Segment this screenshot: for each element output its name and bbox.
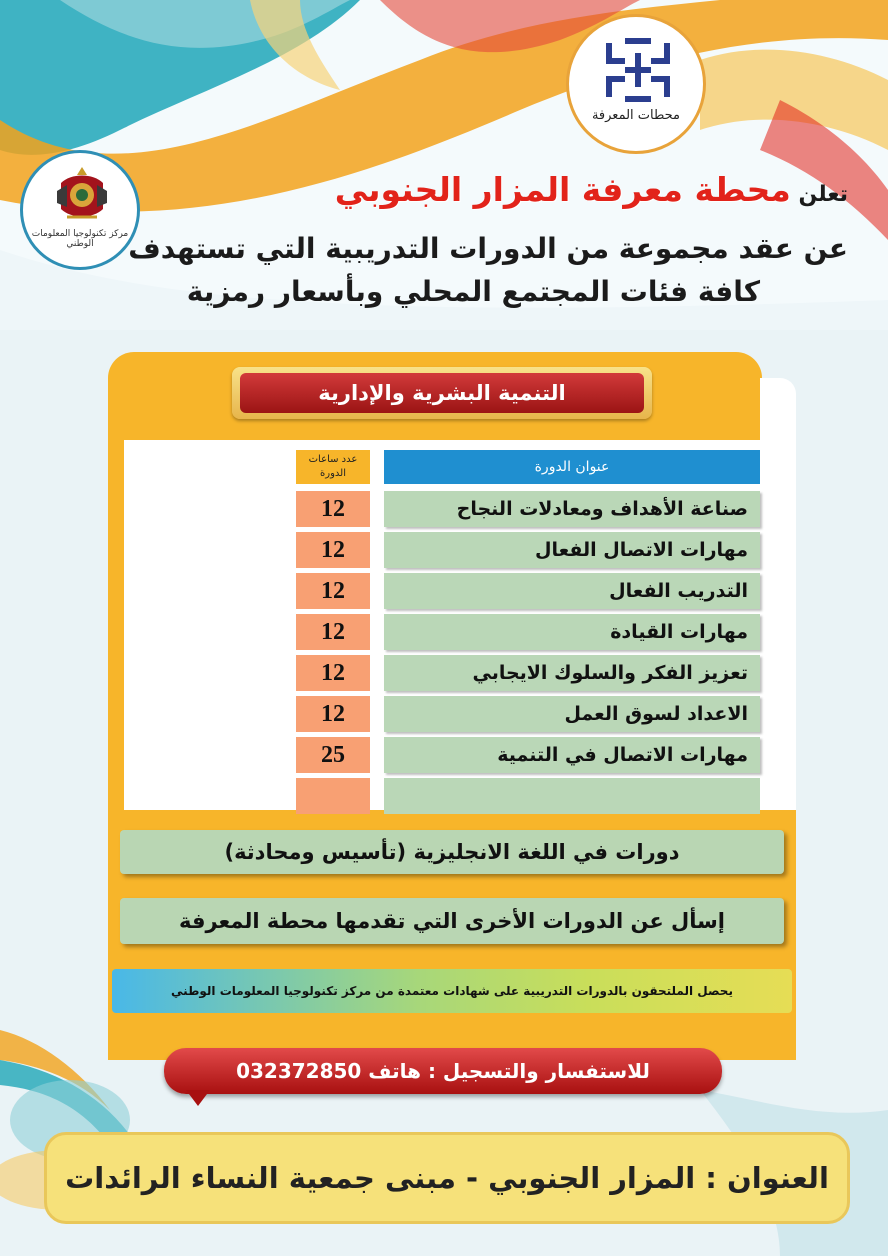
crest-text: مركز تكنولوجيا المعلومات الوطني xyxy=(31,229,129,249)
course-hours: 12 xyxy=(296,491,370,527)
contact-phone-bubble: للاستفسار والتسجيل : هاتف 032372850 xyxy=(164,1048,722,1094)
column-header-hours: عدد ساعات الدورة xyxy=(296,450,370,484)
table-row xyxy=(0,532,888,568)
certificate-note: يحصل الملتحقون بالدورات التدريبية على شهادات معتمدة من مركز تكنولوجيا المعلومات الوطني xyxy=(112,969,792,1013)
table-row xyxy=(0,614,888,650)
table-row xyxy=(0,655,888,691)
announcement-heading xyxy=(335,170,848,209)
bubble-tail xyxy=(186,1090,210,1106)
announce-word: تعلن xyxy=(798,182,848,207)
course-hours: 12 xyxy=(296,614,370,650)
course-title xyxy=(384,778,760,814)
course-hours: 12 xyxy=(296,655,370,691)
table-row xyxy=(0,778,888,814)
course-title: مهارات القيادة xyxy=(384,614,760,650)
course-hours: 12 xyxy=(296,573,370,609)
course-hours: 12 xyxy=(296,532,370,568)
course-hours: 25 xyxy=(296,737,370,773)
address-box: العنوان : المزار الجنوبي - مبنى جمعية النساء الرائدات xyxy=(44,1132,850,1224)
knowledge-stations-logo xyxy=(566,14,706,154)
column-header-course-title: عنوان الدورة xyxy=(384,450,760,484)
announcement-line-3: كافة فئات المجتمع المحلي وبأسعار رمزية xyxy=(186,275,760,308)
national-it-center-crest xyxy=(20,150,140,270)
course-title: مهارات الاتصال في التنمية xyxy=(384,737,760,773)
english-courses-bar: دورات في اللغة الانجليزية (تأسيس ومحادثة) xyxy=(120,830,784,874)
category-title: التنمية البشرية والإدارية xyxy=(240,373,644,413)
announcement-line-2: عن عقد مجموعة من الدورات التدريبية التي تستهدف xyxy=(128,232,848,265)
course-hours xyxy=(296,778,370,814)
logo-caption: محطات المعرفة xyxy=(591,108,681,123)
table-row xyxy=(0,573,888,609)
coat-of-arms-icon xyxy=(51,163,113,225)
course-title: التدريب الفعال xyxy=(384,573,760,609)
course-hours: 12 xyxy=(296,696,370,732)
course-title: صناعة الأهداف ومعادلات النجاح xyxy=(384,491,760,527)
table-row xyxy=(0,696,888,732)
table-row xyxy=(0,491,888,527)
course-title: الاعداد لسوق العمل xyxy=(384,696,760,732)
knowledge-stations-logo-icon xyxy=(605,37,671,103)
course-title: مهارات الاتصال الفعال xyxy=(384,532,760,568)
table-row xyxy=(0,737,888,773)
station-name: محطة معرفة المزار الجنوبي xyxy=(334,170,791,209)
ask-other-courses-bar: إسأل عن الدورات الأخرى التي تقدمها محطة المعرفة xyxy=(120,898,784,944)
course-title: تعزيز الفكر والسلوك الايجابي xyxy=(384,655,760,691)
